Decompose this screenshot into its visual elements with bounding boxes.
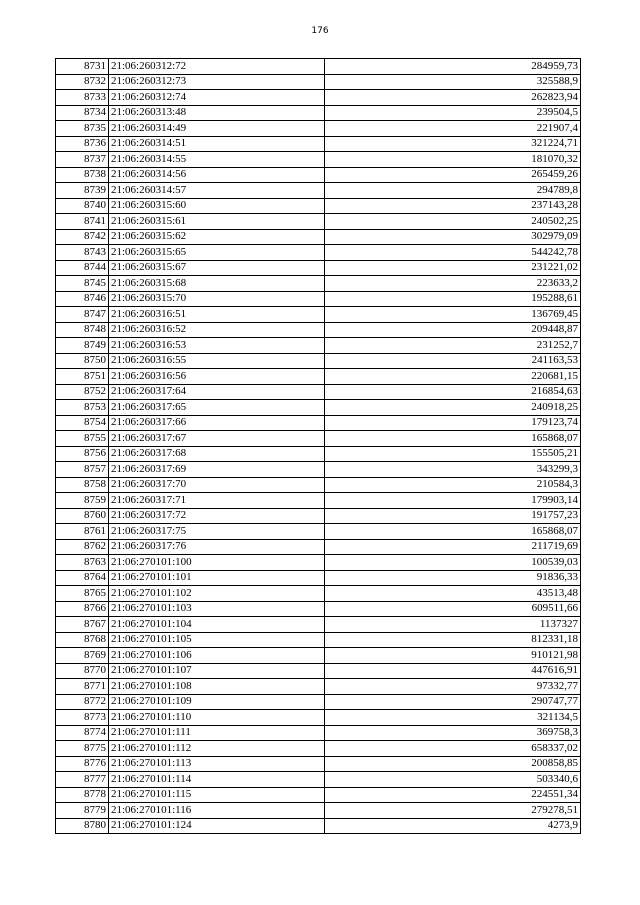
row-number-cell: 8745	[56, 276, 109, 292]
cadastral-number-cell: 21:06:260317:75	[109, 524, 325, 540]
value-cell: 321224,71	[325, 136, 581, 152]
cadastral-number-cell: 21:06:270101:100	[109, 555, 325, 571]
table-row	[56, 725, 581, 741]
cadastral-number-cell: 21:06:260315:65	[109, 245, 325, 261]
table-row	[56, 121, 581, 137]
row-number-cell: 8756	[56, 446, 109, 462]
cadastral-number-cell: 21:06:260317:76	[109, 539, 325, 555]
value-cell: 224551,34	[325, 787, 581, 803]
table-row	[56, 198, 581, 214]
table-row	[56, 741, 581, 757]
value-cell: 910121,98	[325, 648, 581, 664]
table-row	[56, 772, 581, 788]
value-cell: 239504,5	[325, 105, 581, 121]
value-cell: 284959,73	[325, 59, 581, 75]
cadastral-number-cell: 21:06:260317:71	[109, 493, 325, 509]
table-row	[56, 291, 581, 307]
cadastral-number-cell: 21:06:270101:110	[109, 710, 325, 726]
table-row	[56, 338, 581, 354]
row-number-cell: 8733	[56, 90, 109, 106]
table-row	[56, 446, 581, 462]
table-row	[56, 245, 581, 261]
table-row	[56, 648, 581, 664]
cadastral-number-cell: 21:06:260316:51	[109, 307, 325, 323]
value-cell: 209448,87	[325, 322, 581, 338]
value-cell: 237143,28	[325, 198, 581, 214]
value-cell: 302979,09	[325, 229, 581, 245]
row-number-cell: 8736	[56, 136, 109, 152]
row-number-cell: 8773	[56, 710, 109, 726]
cadastral-number-cell: 21:06:260316:53	[109, 338, 325, 354]
value-cell: 343299,3	[325, 462, 581, 478]
value-cell: 100539,03	[325, 555, 581, 571]
row-number-cell: 8751	[56, 369, 109, 385]
table-row	[56, 462, 581, 478]
row-number-cell: 8769	[56, 648, 109, 664]
row-number-cell: 8779	[56, 803, 109, 819]
table-row	[56, 322, 581, 338]
value-cell: 155505,21	[325, 446, 581, 462]
value-cell: 294789,8	[325, 183, 581, 199]
row-number-cell: 8737	[56, 152, 109, 168]
row-number-cell: 8766	[56, 601, 109, 617]
row-number-cell: 8748	[56, 322, 109, 338]
row-number-cell: 8746	[56, 291, 109, 307]
value-cell: 325588,9	[325, 74, 581, 90]
cadastral-number-cell: 21:06:270101:106	[109, 648, 325, 664]
cadastral-number-cell: 21:06:260317:66	[109, 415, 325, 431]
row-number-cell: 8743	[56, 245, 109, 261]
value-cell: 191757,23	[325, 508, 581, 524]
value-cell: 279278,51	[325, 803, 581, 819]
row-number-cell: 8776	[56, 756, 109, 772]
row-number-cell: 8742	[56, 229, 109, 245]
value-cell: 223633,2	[325, 276, 581, 292]
row-number-cell: 8763	[56, 555, 109, 571]
value-cell: 1137327	[325, 617, 581, 633]
row-number-cell: 8732	[56, 74, 109, 90]
cadastral-number-cell: 21:06:260315:61	[109, 214, 325, 230]
row-number-cell: 8774	[56, 725, 109, 741]
table-row	[56, 353, 581, 369]
value-cell: 503340,6	[325, 772, 581, 788]
cadastral-number-cell: 21:06:270101:114	[109, 772, 325, 788]
table-row	[56, 105, 581, 121]
table-row	[56, 90, 581, 106]
cadastral-number-cell: 21:06:260315:62	[109, 229, 325, 245]
table-row	[56, 570, 581, 586]
value-cell: 240918,25	[325, 400, 581, 416]
table-row	[56, 167, 581, 183]
row-number-cell: 8753	[56, 400, 109, 416]
value-cell: 91836,33	[325, 570, 581, 586]
cadastral-number-cell: 21:06:270101:116	[109, 803, 325, 819]
cadastral-number-cell: 21:06:260316:52	[109, 322, 325, 338]
table-row	[56, 632, 581, 648]
row-number-cell: 8731	[56, 59, 109, 75]
row-number-cell: 8771	[56, 679, 109, 695]
value-cell: 220681,15	[325, 369, 581, 385]
value-cell: 544242,78	[325, 245, 581, 261]
table-row	[56, 508, 581, 524]
value-cell: 231252,7	[325, 338, 581, 354]
value-cell: 609511,66	[325, 601, 581, 617]
cadastral-number-cell: 21:06:260317:70	[109, 477, 325, 493]
row-number-cell: 8758	[56, 477, 109, 493]
value-cell: 43513,48	[325, 586, 581, 602]
cadastral-number-cell: 21:06:260314:55	[109, 152, 325, 168]
table-row	[56, 152, 581, 168]
table-row	[56, 229, 581, 245]
table-row	[56, 787, 581, 803]
table-row	[56, 307, 581, 323]
cadastral-number-cell: 21:06:260312:72	[109, 59, 325, 75]
table-row	[56, 539, 581, 555]
row-number-cell: 8741	[56, 214, 109, 230]
table-row	[56, 260, 581, 276]
row-number-cell: 8762	[56, 539, 109, 555]
value-cell: 240502,25	[325, 214, 581, 230]
row-number-cell: 8752	[56, 384, 109, 400]
row-number-cell: 8760	[56, 508, 109, 524]
value-cell: 211719,69	[325, 539, 581, 555]
table-row	[56, 276, 581, 292]
cadastral-number-cell: 21:06:260317:64	[109, 384, 325, 400]
table-row	[56, 136, 581, 152]
cadastral-number-cell: 21:06:270101:101	[109, 570, 325, 586]
row-number-cell: 8747	[56, 307, 109, 323]
cadastral-number-cell: 21:06:260315:70	[109, 291, 325, 307]
value-cell: 200858,85	[325, 756, 581, 772]
value-cell: 195288,61	[325, 291, 581, 307]
value-cell: 221907,4	[325, 121, 581, 137]
row-number-cell: 8778	[56, 787, 109, 803]
row-number-cell: 8738	[56, 167, 109, 183]
table-row	[56, 74, 581, 90]
cadastral-number-cell: 21:06:270101:103	[109, 601, 325, 617]
page-number: 176	[311, 26, 329, 36]
value-cell: 165868,07	[325, 524, 581, 540]
value-cell: 290747,77	[325, 694, 581, 710]
cadastral-number-cell: 21:06:260312:74	[109, 90, 325, 106]
table-row	[56, 601, 581, 617]
table-row	[56, 617, 581, 633]
row-number-cell: 8759	[56, 493, 109, 509]
table-row	[56, 555, 581, 571]
value-cell: 658337,02	[325, 741, 581, 757]
value-cell: 262823,94	[325, 90, 581, 106]
value-cell: 369758,3	[325, 725, 581, 741]
table-row	[56, 477, 581, 493]
value-cell: 812331,18	[325, 632, 581, 648]
cadastral-number-cell: 21:06:260315:68	[109, 276, 325, 292]
cadastral-number-cell: 21:06:260317:69	[109, 462, 325, 478]
cadastral-number-cell: 21:06:260316:56	[109, 369, 325, 385]
value-cell: 181070,32	[325, 152, 581, 168]
row-number-cell: 8777	[56, 772, 109, 788]
table-body	[56, 59, 581, 834]
cadastral-number-cell: 21:06:260314:56	[109, 167, 325, 183]
cadastral-number-cell: 21:06:260317:67	[109, 431, 325, 447]
table-row	[56, 183, 581, 199]
value-cell: 165868,07	[325, 431, 581, 447]
value-cell: 179903,14	[325, 493, 581, 509]
cadastral-number-cell: 21:06:260314:57	[109, 183, 325, 199]
cadastral-number-cell: 21:06:270101:111	[109, 725, 325, 741]
table-row	[56, 586, 581, 602]
table-row	[56, 679, 581, 695]
row-number-cell: 8757	[56, 462, 109, 478]
value-cell: 179123,74	[325, 415, 581, 431]
row-number-cell: 8750	[56, 353, 109, 369]
row-number-cell: 8761	[56, 524, 109, 540]
value-cell: 241163,53	[325, 353, 581, 369]
row-number-cell: 8764	[56, 570, 109, 586]
value-cell: 216854,63	[325, 384, 581, 400]
row-number-cell: 8770	[56, 663, 109, 679]
cadastral-number-cell: 21:06:270101:107	[109, 663, 325, 679]
value-cell: 210584,3	[325, 477, 581, 493]
row-number-cell: 8767	[56, 617, 109, 633]
value-cell: 136769,45	[325, 307, 581, 323]
row-number-cell: 8754	[56, 415, 109, 431]
cadastral-number-cell: 21:06:260314:49	[109, 121, 325, 137]
cadastral-number-cell: 21:06:260313:48	[109, 105, 325, 121]
table-row	[56, 415, 581, 431]
cadastral-number-cell: 21:06:260317:68	[109, 446, 325, 462]
row-number-cell: 8772	[56, 694, 109, 710]
row-number-cell: 8780	[56, 818, 109, 834]
row-number-cell: 8739	[56, 183, 109, 199]
row-number-cell: 8749	[56, 338, 109, 354]
cadastral-number-cell: 21:06:270101:115	[109, 787, 325, 803]
row-number-cell: 8755	[56, 431, 109, 447]
cadastral-number-cell: 21:06:270101:124	[109, 818, 325, 834]
cadastral-number-cell: 21:06:270101:112	[109, 741, 325, 757]
cadastral-number-cell: 21:06:260315:67	[109, 260, 325, 276]
cadastral-number-cell: 21:06:260312:73	[109, 74, 325, 90]
table-row	[56, 214, 581, 230]
cadastral-number-cell: 21:06:270101:108	[109, 679, 325, 695]
row-number-cell: 8768	[56, 632, 109, 648]
value-cell: 97332,77	[325, 679, 581, 695]
cadastral-number-cell: 21:06:260314:51	[109, 136, 325, 152]
cadastral-number-cell: 21:06:260317:72	[109, 508, 325, 524]
table-row	[56, 524, 581, 540]
table-row	[56, 663, 581, 679]
table-row	[56, 694, 581, 710]
cadastral-number-cell: 21:06:270101:109	[109, 694, 325, 710]
table-row	[56, 400, 581, 416]
row-number-cell: 8734	[56, 105, 109, 121]
cadastral-number-cell: 21:06:270101:113	[109, 756, 325, 772]
table-row	[56, 59, 581, 75]
value-cell: 265459,26	[325, 167, 581, 183]
value-cell: 4273,9	[325, 818, 581, 834]
cadastral-number-cell: 21:06:260315:60	[109, 198, 325, 214]
value-cell: 321134,5	[325, 710, 581, 726]
data-table	[55, 58, 581, 834]
row-number-cell: 8775	[56, 741, 109, 757]
table-row	[56, 756, 581, 772]
table-row	[56, 493, 581, 509]
row-number-cell: 8740	[56, 198, 109, 214]
cadastral-number-cell: 21:06:270101:104	[109, 617, 325, 633]
table-row	[56, 369, 581, 385]
table-row	[56, 710, 581, 726]
row-number-cell: 8735	[56, 121, 109, 137]
table-row	[56, 818, 581, 834]
row-number-cell: 8765	[56, 586, 109, 602]
cadastral-number-cell: 21:06:270101:105	[109, 632, 325, 648]
value-cell: 231221,02	[325, 260, 581, 276]
table-row	[56, 803, 581, 819]
value-cell: 447616,91	[325, 663, 581, 679]
table-row	[56, 431, 581, 447]
table-row	[56, 384, 581, 400]
cadastral-number-cell: 21:06:270101:102	[109, 586, 325, 602]
row-number-cell: 8744	[56, 260, 109, 276]
cadastral-number-cell: 21:06:260316:55	[109, 353, 325, 369]
cadastral-number-cell: 21:06:260317:65	[109, 400, 325, 416]
